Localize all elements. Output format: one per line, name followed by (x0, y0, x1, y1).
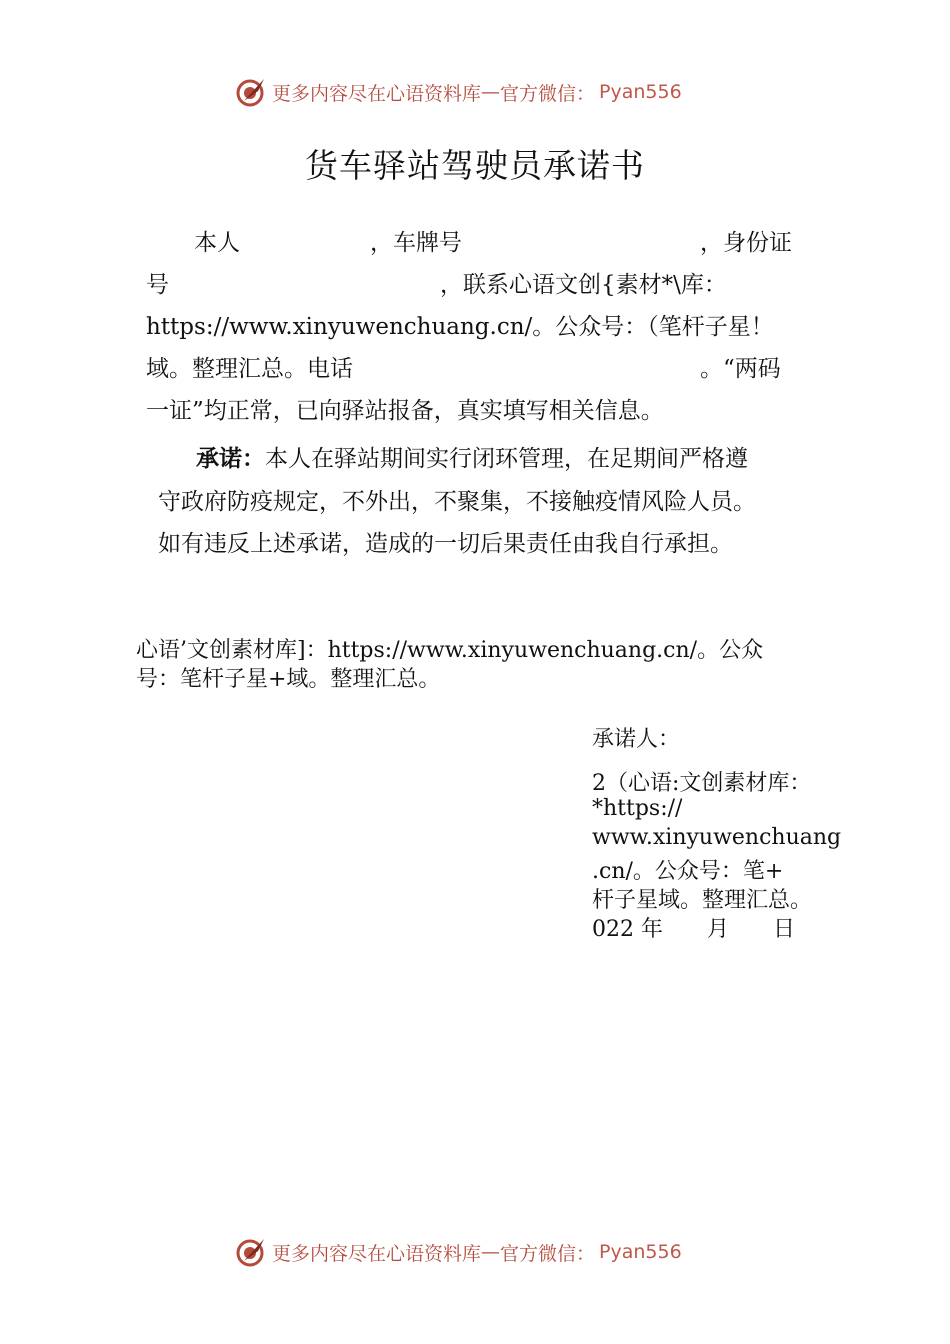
pledge-line-1 (196, 440, 748, 473)
pledge-line-2: 守政府防疫规定，不外出，不聚集，不接触疫情风险人员。 (158, 489, 756, 515)
intro-line-3: https://www.xinyuwenchuang.cn/。公众号：（笔杆子星！ (146, 314, 774, 340)
intro-line-4-b: 。“两码 (700, 356, 781, 382)
footer-banner (234, 1234, 682, 1270)
signature-label: 承诺人： (592, 727, 681, 752)
intro-line-2-b: ，联系心语文创{素材*\库： (440, 272, 727, 298)
banner-dash: — (481, 81, 501, 103)
banner-wechat-id: Pyan556 (599, 81, 682, 103)
intro-line-1-c: ，身份证 (700, 230, 792, 256)
pledge-text-1: 本人在驿站期间实行闭环管理，在足期间严格遵 (265, 446, 748, 472)
intro-line-2-a: 号 (146, 272, 169, 298)
banner-text: 更多内容尽在心语资料库 (272, 1242, 482, 1265)
signature-line-1: 2（心语:文创素材库： (592, 771, 812, 796)
banner-wechat-id: Pyan556 (599, 1241, 682, 1263)
intro-line-1-b: ，车牌号 (370, 230, 462, 256)
intro-line-4-a: 域。整理汇总。电话 (146, 356, 353, 382)
quill-logo-icon (234, 1235, 268, 1269)
pledge-line-3: 如有违反上述承诺，造成的一切后果责任由我自行承担。 (158, 531, 733, 557)
banner-wechat-label: 官方微信： (500, 82, 596, 105)
signature-line-3: www.xinyuwenchuang (592, 825, 842, 850)
banner-text: 更多内容尽在心语资料库 (272, 82, 482, 105)
signature-line-4: .cn/。公众号：笔+ (592, 859, 784, 884)
header-banner (234, 74, 682, 110)
document-title: 货车驿站驾驶员承诺书 (305, 146, 645, 185)
signature-line-2: *https:// (592, 796, 683, 821)
signature-date: 022 年 月 日 (592, 917, 795, 942)
banner-wechat-label: 官方微信： (500, 1242, 596, 1265)
quill-logo-icon (234, 75, 268, 109)
signature-line-5: 杆子星域。整理汇总。 (592, 888, 813, 913)
intro-line-1-a: 本人 (194, 230, 240, 256)
note-line-2: 号：笔杆子星+域。整理汇总。 (136, 667, 441, 692)
intro-line-5: 一证”均正常，已向驿站报备，真实填写相关信息。 (146, 398, 664, 424)
pledge-label: 承诺： (196, 446, 265, 472)
banner-dash: — (481, 1241, 501, 1263)
note-line-1: 心语’文创素材库]：https://www.xinyuwenchuang.cn/。公众 (136, 638, 764, 663)
